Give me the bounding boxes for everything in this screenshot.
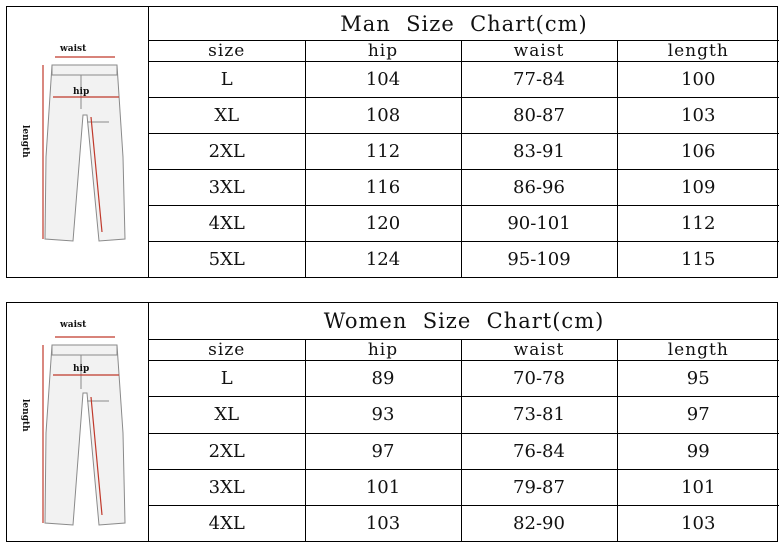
hip-cell: 124: [305, 242, 461, 277]
column-header: hip: [305, 340, 461, 361]
waist-cell: 76-84: [461, 433, 617, 469]
man-size-chart: [6, 6, 778, 278]
hip-cell: 89: [305, 361, 461, 397]
table-row: [149, 98, 779, 134]
waist-cell: 82-90: [461, 506, 617, 542]
hip-cell: 116: [305, 170, 461, 206]
table-row: [149, 469, 779, 505]
waist-cell: 80-87: [461, 98, 617, 134]
size-cell: 5XL: [149, 242, 305, 277]
table-row: [149, 397, 779, 433]
waist-cell: 83-91: [461, 134, 617, 170]
column-header: length: [617, 340, 779, 361]
table-row: [149, 206, 779, 242]
column-header: size: [149, 41, 305, 62]
table-row: [149, 170, 779, 206]
pants-measurement-illustration: [7, 7, 149, 277]
hip-cell: 104: [305, 62, 461, 98]
man-size-table: [149, 41, 779, 277]
length-cell: 103: [617, 98, 779, 134]
length-cell: 103: [617, 506, 779, 542]
waist-cell: 86-96: [461, 170, 617, 206]
women-size-table: [149, 340, 779, 541]
column-header: hip: [305, 41, 461, 62]
size-cell: XL: [149, 397, 305, 433]
table-row: [149, 242, 779, 277]
hip-cell: 93: [305, 397, 461, 433]
hip-cell: 97: [305, 433, 461, 469]
size-cell: 3XL: [149, 469, 305, 505]
waist-cell: 90-101: [461, 206, 617, 242]
size-cell: 4XL: [149, 506, 305, 542]
size-cell: 2XL: [149, 433, 305, 469]
size-cell: 2XL: [149, 134, 305, 170]
size-cell: L: [149, 361, 305, 397]
waist-cell: 79-87: [461, 469, 617, 505]
length-cell: 106: [617, 134, 779, 170]
column-header: waist: [461, 41, 617, 62]
pants-diagram-icon: [7, 7, 147, 276]
size-cell: 3XL: [149, 170, 305, 206]
size-cell: XL: [149, 98, 305, 134]
table-row: [149, 361, 779, 397]
length-cell: 100: [617, 62, 779, 98]
size-cell: L: [149, 62, 305, 98]
waist-cell: 95-109: [461, 242, 617, 277]
table-row: [149, 506, 779, 542]
table-row: [149, 134, 779, 170]
pants-diagram-icon: [7, 303, 147, 540]
table-row: [149, 62, 779, 98]
header-row: [149, 41, 779, 62]
hip-cell: 101: [305, 469, 461, 505]
hip-cell: 112: [305, 134, 461, 170]
length-label: length: [20, 125, 30, 158]
waist-cell: 73-81: [461, 397, 617, 433]
length-cell: 115: [617, 242, 779, 277]
waist-cell: 70-78: [461, 361, 617, 397]
length-cell: 99: [617, 433, 779, 469]
length-cell: 101: [617, 469, 779, 505]
column-header: length: [617, 41, 779, 62]
length-cell: 112: [617, 206, 779, 242]
hip-cell: 103: [305, 506, 461, 542]
hip-cell: 120: [305, 206, 461, 242]
size-cell: 4XL: [149, 206, 305, 242]
waist-cell: 77-84: [461, 62, 617, 98]
waist-label: waist: [60, 44, 87, 54]
chart-title: Man Size Chart(cm): [149, 7, 779, 41]
length-cell: 97: [617, 397, 779, 433]
header-row: [149, 340, 779, 361]
women-size-chart: [6, 302, 778, 542]
pants-measurement-illustration: [7, 303, 149, 541]
length-label: length: [20, 399, 30, 432]
column-header: size: [149, 340, 305, 361]
hip-cell: 108: [305, 98, 461, 134]
hip-label: hip: [73, 87, 90, 97]
table-row: [149, 433, 779, 469]
waist-label: waist: [60, 320, 87, 330]
length-cell: 109: [617, 170, 779, 206]
length-cell: 95: [617, 361, 779, 397]
hip-label: hip: [73, 364, 90, 374]
chart-title: Women Size Chart(cm): [149, 303, 779, 340]
column-header: waist: [461, 340, 617, 361]
